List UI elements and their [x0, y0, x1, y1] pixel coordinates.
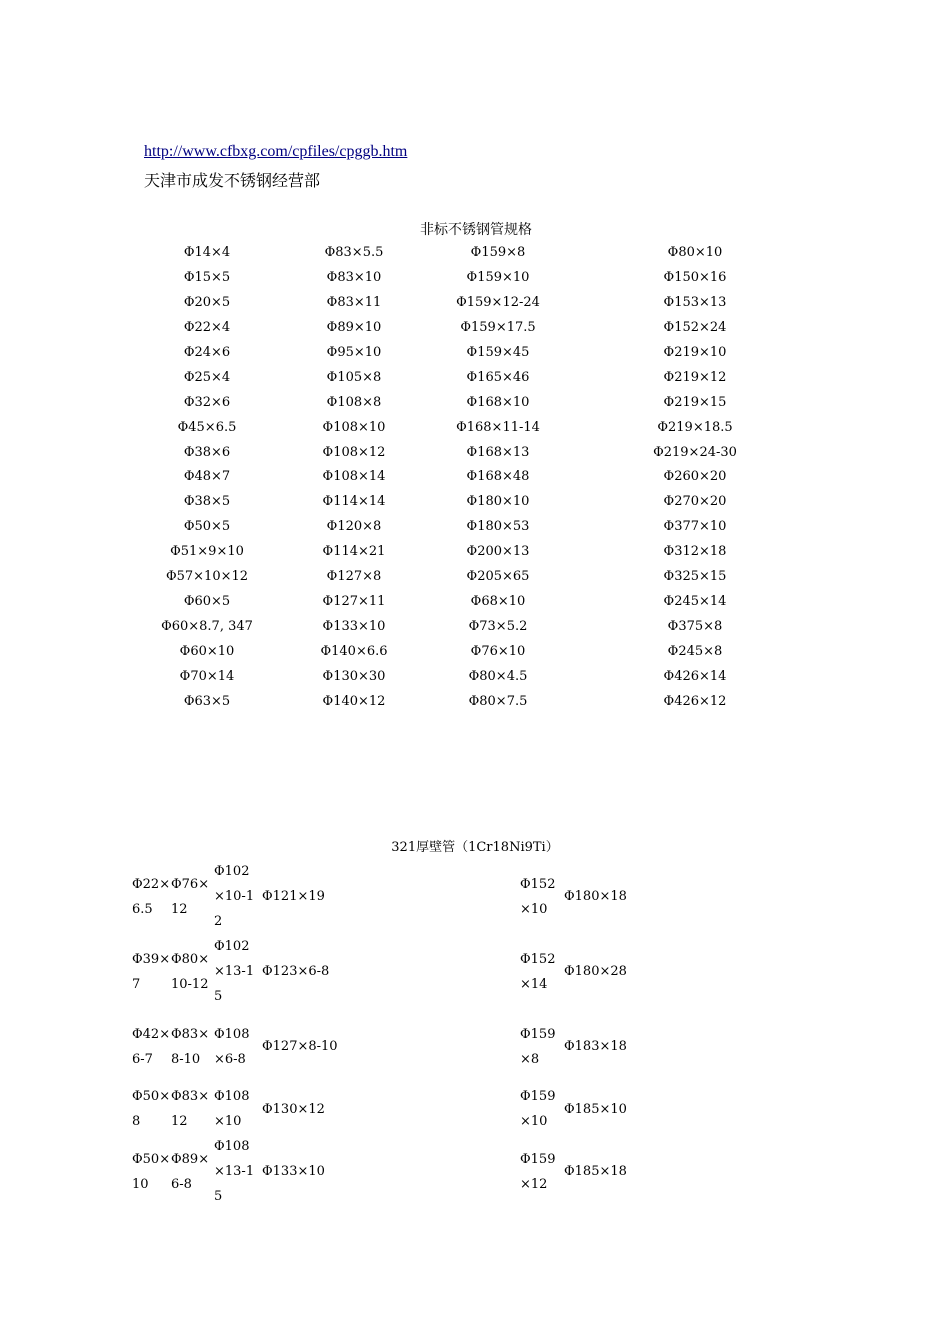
table-cell-text: Φ83×12	[171, 1089, 210, 1129]
table-cell	[520, 1009, 562, 1084]
table-row	[130, 565, 830, 590]
table-row	[130, 1134, 650, 1209]
table-row	[130, 441, 830, 466]
table-cell: Φ180×10	[466, 494, 530, 510]
table-row	[130, 1009, 650, 1084]
table-cell: Φ50×5	[183, 519, 231, 535]
table-cell	[132, 1084, 172, 1134]
table-cell-text: Φ50×8	[132, 1089, 171, 1129]
table-row	[130, 515, 830, 540]
table-cell: Φ89×10	[326, 319, 382, 335]
table-row	[130, 859, 650, 934]
table-cell: Φ108×14	[322, 469, 386, 485]
table-cell: Φ168×10	[466, 394, 530, 410]
table-cell: Φ130×30	[322, 668, 386, 684]
table-cell	[214, 934, 258, 1009]
table-cell	[214, 1134, 258, 1209]
table-cell: Φ168×48	[466, 469, 530, 485]
table-cell	[564, 1009, 674, 1084]
table-cell	[171, 1009, 211, 1084]
table-cell-text: Φ180×28	[564, 964, 627, 979]
table-cell-text: Φ102×13-15	[214, 939, 255, 1004]
table-cell: Φ219×18.5	[657, 419, 733, 435]
table-cell: Φ95×10	[326, 344, 382, 360]
table-row	[130, 640, 830, 665]
table-cell: Φ60×10	[179, 644, 235, 659]
nonstandard-pipe-spec-table	[130, 241, 830, 715]
table-cell	[520, 1134, 562, 1209]
table-cell: Φ15×5	[183, 269, 231, 285]
table-cell: Φ140×12	[322, 693, 386, 709]
table-cell: Φ80×7.5	[468, 693, 528, 709]
table-row	[130, 465, 830, 490]
company-name: 天津市成发不锈钢经营部	[144, 171, 321, 190]
table-cell: Φ83×5.5	[324, 245, 384, 260]
table-cell-text: Φ108×13-15	[214, 1139, 255, 1204]
table-cell: Φ168×11-14	[456, 419, 540, 435]
table-cell: Φ219×10	[663, 344, 727, 360]
table-cell	[564, 934, 674, 1009]
table-cell: Φ127×8	[326, 569, 382, 585]
table-cell-text: Φ83×8-10	[171, 1026, 210, 1067]
table-cell-text: Φ102×10-12	[214, 864, 255, 929]
table-cell: Φ153×13	[663, 294, 727, 310]
table-cell: Φ25×4	[183, 369, 231, 385]
table-cell: Φ312×18	[663, 544, 727, 560]
source-url-link[interactable]: http://www.cfbxg.com/cpfiles/cpggb.htm	[144, 143, 408, 160]
table-cell: Φ76×10	[470, 644, 526, 659]
table-cell: Φ245×14	[663, 594, 727, 610]
table-cell: Φ63×5	[183, 693, 231, 709]
table-cell-text: Φ39×7	[132, 951, 171, 992]
table-row	[130, 490, 830, 515]
table-cell	[132, 1134, 172, 1209]
table-cell: Φ140×6.6	[320, 644, 388, 659]
table-cell: Φ20×5	[183, 294, 231, 310]
table-cell: Φ105×8	[326, 369, 382, 385]
table-cell: Φ325×15	[663, 569, 727, 585]
table-cell-text: Φ123×6-8	[262, 964, 330, 979]
table-cell: Φ205×65	[466, 569, 530, 585]
table-cell-text: Φ159×8	[520, 1026, 556, 1067]
table-cell: Φ180×53	[466, 519, 530, 535]
table-cell	[214, 1009, 258, 1084]
table-cell: Φ38×6	[183, 444, 231, 460]
table-cell	[564, 1084, 674, 1134]
table-cell: Φ38×5	[183, 494, 231, 510]
table-cell: Φ159×45	[466, 344, 530, 360]
table-cell	[132, 1009, 172, 1084]
table-cell	[520, 934, 562, 1009]
table-cell	[262, 1134, 392, 1209]
table-cell: Φ219×15	[663, 394, 727, 410]
table-cell: Φ200×13	[466, 544, 530, 560]
table-cell: Φ108×12	[322, 444, 386, 460]
table-cell	[564, 859, 674, 934]
table-row	[130, 1084, 650, 1134]
table-cell: Φ32×6	[183, 394, 231, 410]
table-cell: Φ24×6	[183, 344, 231, 360]
table-cell-text: Φ130×12	[262, 1101, 325, 1117]
table-cell: Φ133×10	[322, 619, 386, 635]
table-cell: Φ159×8	[470, 245, 526, 260]
table-cell: Φ80×4.5	[468, 668, 528, 684]
table-cell	[520, 1084, 562, 1134]
table-cell: Φ60×8.7, 347	[161, 619, 253, 635]
table-cell: Φ108×8	[326, 394, 382, 410]
table-cell: Φ159×12-24	[456, 294, 540, 310]
thick-wall-pipe-spec-table	[130, 859, 650, 1209]
table-cell: Φ159×10	[466, 269, 530, 285]
table-row	[130, 590, 830, 615]
table-cell: Φ70×14	[179, 668, 235, 684]
table-cell: Φ426×12	[663, 693, 727, 709]
table-cell: Φ108×10	[322, 419, 386, 435]
table-cell	[262, 934, 392, 1009]
table-cell	[132, 934, 172, 1009]
table-cell: Φ51×9×10	[170, 544, 244, 560]
table-cell	[171, 934, 211, 1009]
table-cell: Φ45×6.5	[177, 419, 237, 435]
table-cell-text: Φ152×14	[520, 951, 556, 992]
table-cell	[171, 859, 211, 934]
table-cell-text: Φ50×10	[132, 1151, 171, 1192]
table-cell-text: Φ89×6-8	[171, 1151, 210, 1192]
table-cell-text: Φ185×10	[564, 1101, 627, 1117]
table-cell	[564, 1134, 674, 1209]
table-cell-text: Φ80×10-12	[171, 951, 210, 992]
table-row	[130, 266, 830, 291]
table-cell-text: Φ133×10	[262, 1164, 325, 1179]
table-cell: Φ245×8	[667, 644, 723, 659]
table-cell-text: Φ152×10	[520, 876, 556, 917]
table-cell	[171, 1134, 211, 1209]
table-cell: Φ114×21	[322, 544, 386, 560]
table-cell-text: Φ159×12	[520, 1151, 556, 1192]
table-cell-text: Φ185×18	[564, 1164, 627, 1179]
table-row	[130, 366, 830, 391]
table-cell: Φ152×24	[663, 319, 727, 335]
table-cell	[262, 1084, 392, 1134]
table-cell: Φ168×13	[466, 444, 530, 460]
table-cell-text: Φ76×12	[171, 876, 210, 917]
table-row	[130, 665, 830, 690]
table-cell-text: Φ183×18	[564, 1039, 627, 1054]
table-row	[130, 690, 830, 715]
table-cell	[171, 1084, 211, 1134]
table-cell-text: Φ159×10	[520, 1089, 556, 1129]
table-row	[130, 391, 830, 416]
table-row	[130, 291, 830, 316]
table-cell: Φ260×20	[663, 469, 727, 485]
table-cell: Φ375×8	[667, 619, 723, 635]
table-cell	[262, 859, 392, 934]
table-cell	[214, 859, 258, 934]
table-cell-text: Φ22×6.5	[132, 876, 171, 917]
table-cell	[520, 859, 562, 934]
table-cell: Φ219×12	[663, 369, 727, 385]
table-cell-text: Φ42×6-7	[132, 1026, 171, 1067]
table-cell-text: Φ180×18	[564, 889, 627, 904]
table-cell: Φ426×14	[663, 668, 727, 684]
table-cell-text: Φ108×6-8	[214, 1026, 250, 1067]
table-cell: Φ165×46	[466, 369, 530, 385]
table-cell: Φ219×24-30	[653, 444, 737, 460]
table-row	[130, 241, 830, 266]
table-row	[130, 540, 830, 565]
table-cell: Φ127×11	[322, 594, 386, 610]
table-cell: Φ114×14	[322, 494, 386, 510]
table-row	[130, 416, 830, 441]
table-cell	[132, 859, 172, 934]
table-cell-text: Φ127×8-10	[262, 1039, 338, 1054]
table-cell: Φ68×10	[470, 594, 526, 610]
table-cell	[214, 1084, 258, 1134]
table-cell: Φ60×5	[183, 594, 231, 610]
nonstandard-pipe-table-title: 非标不锈钢管规格	[420, 222, 532, 238]
table-cell: Φ22×4	[183, 319, 231, 335]
table-cell: Φ377×10	[663, 519, 727, 535]
table-cell	[262, 1009, 392, 1084]
table-cell: Φ120×8	[326, 519, 382, 535]
table-cell: Φ150×16	[663, 269, 727, 285]
table-cell: Φ159×17.5	[460, 319, 536, 335]
table-cell-text: Φ108×10	[214, 1089, 250, 1129]
table-cell-text: Φ121×19	[262, 889, 325, 904]
table-cell: Φ83×11	[326, 294, 382, 310]
table-cell: Φ57×10×12	[165, 569, 249, 585]
table-cell: Φ270×20	[663, 494, 727, 510]
table-cell: Φ80×10	[667, 245, 723, 260]
table-cell: Φ14×4	[183, 245, 231, 260]
table-row	[130, 316, 830, 341]
thick-wall-pipe-table-title: 321厚壁管（1Cr18Ni9Ti）	[391, 840, 559, 855]
table-cell: Φ83×10	[326, 269, 382, 285]
table-row	[130, 934, 650, 1009]
table-cell: Φ48×7	[183, 469, 231, 485]
table-row	[130, 615, 830, 640]
table-row	[130, 341, 830, 366]
table-cell: Φ73×5.2	[468, 619, 528, 635]
